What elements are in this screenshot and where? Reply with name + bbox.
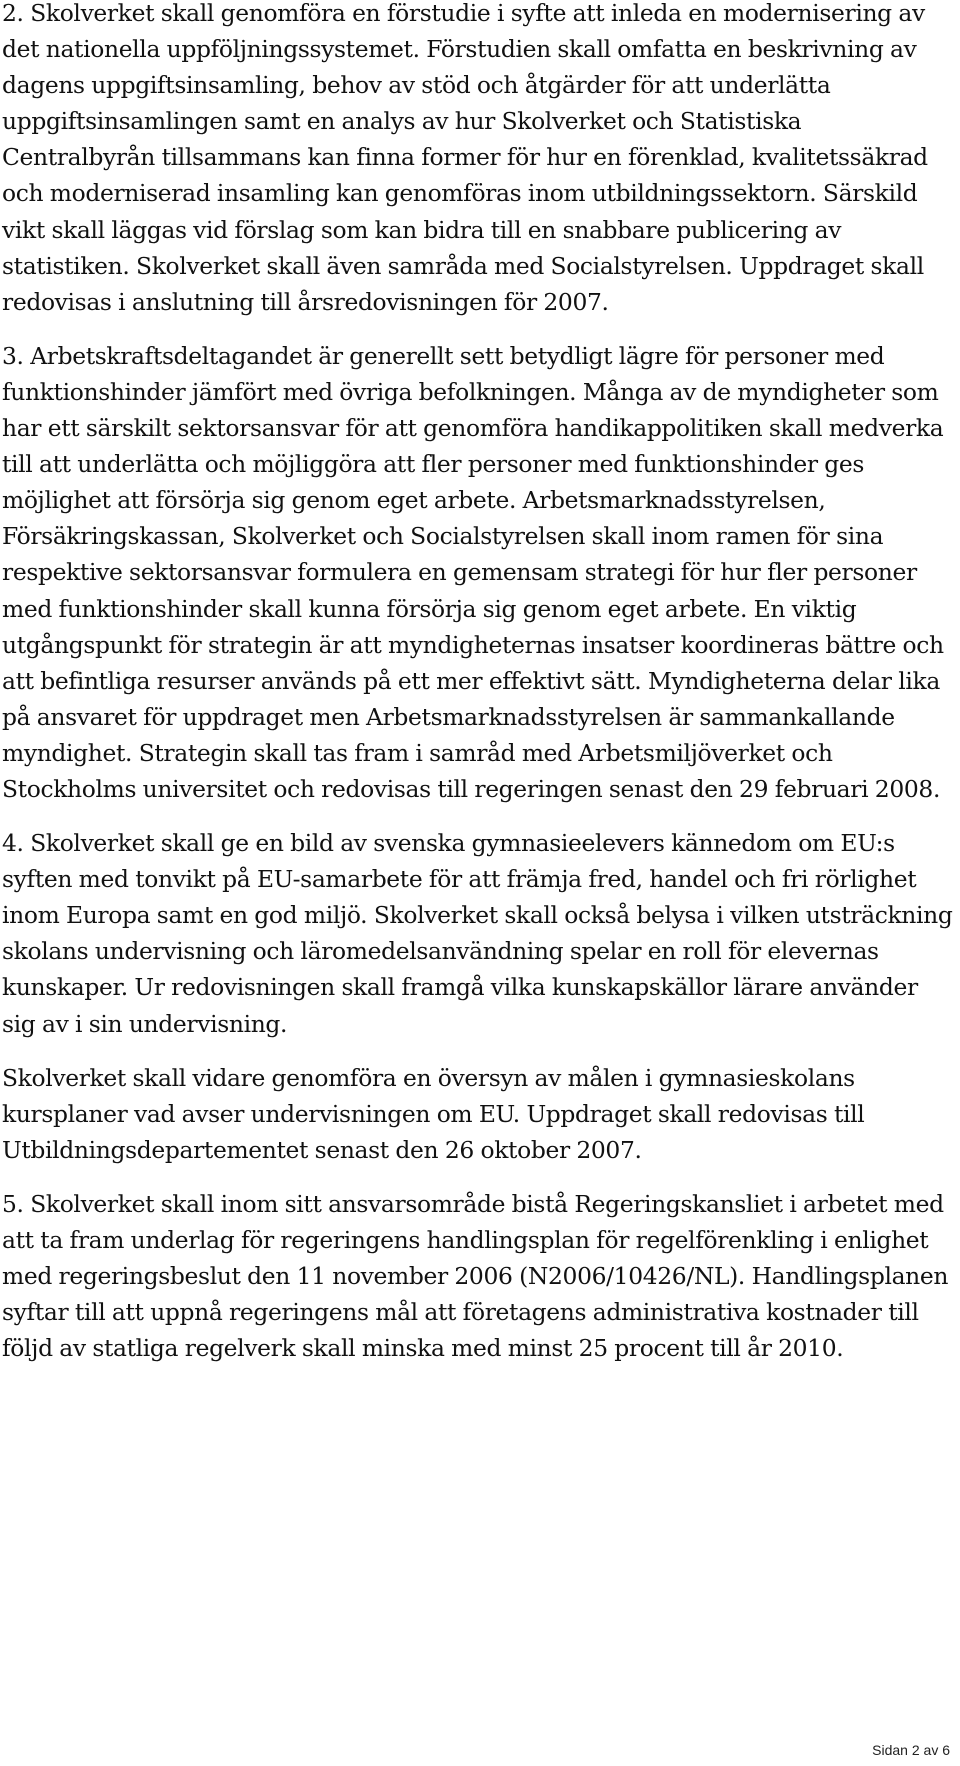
paragraph-item-2: 2. Skolverket skall genomföra en förstudie i syfte att inleda en modernisering av det nationella uppföljningssystemet. Förstudien skall omfatta en beskrivning av dagens uppgiftsinsamling, behov av stöd och åtgärder för att underlätta uppgiftsinsamlingen samt en analys av hur Skolverket och Statistiska Centralbyrån tillsammans kan finna former för hur en förenklad, kvalitetssäkrad och moderniserad insamling kan genomföras inom utbildningssektorn. Särskild vikt skall läggas vid förslag som kan bidra till en snabbare publicering av statistiken. Skolverket skall även samråda med Socialstyrelsen. Uppdraget skall redovisas i anslutning till årsredovisningen för 2007. <box>2 0 928 316</box>
paragraph-gap <box>2 1168 956 1186</box>
paragraph-item-4: 4. Skolverket skall ge en bild av svenska gymnasieelevers kännedom om EU:s syften med tonvikt på EU-samarbete för att främja fred, handel och fri rörlighet inom Europa samt en god miljö. Skolverket skall också belysa i vilken utsträckning skolans undervisning och läromedelsanvändning spelar en roll för elevernas kunskaper. Ur redovisningen skall framgå vilka kunskapskällor lärare använder sig av i sin undervisning. <box>2 829 953 1038</box>
paragraph-item-3: 3. Arbetskraftsdeltagandet är generellt sett betydligt lägre för personer med funktionshinder jämfört med övriga befolkningen. Många av de myndigheter som har ett särskilt sektorsansvar för att genomföra handikappolitiken skall medverka till att underlätta och möjliggöra att fler personer med funktionshinder ges möjlighet att försörja sig genom eget arbete. Arbetsmarknadsstyrelsen, Försäkringskassan, Skolverket och Socialstyrelsen skall inom ramen för sina respektive sektorsansvar formulera en gemensam strategi för hur fler personer med funktionshinder skall kunna försörja sig genom eget arbete. En viktig utgångspunkt för strategin är att myndigheternas insatser koordineras bättre och att befintliga resurser används på ett mer effektivt sätt. Myndigheterna delar lika på ansvaret för uppdraget men Arbetsmarknadsstyrelsen är sammankallande myndighet. Strategin skall tas fram i samråd med Arbetsmiljöverket och Stockholms universitet och redovisas till regeringen senast den 29 februari 2008. <box>2 341 944 803</box>
paragraph-item-5: 5. Skolverket skall inom sitt ansvarsområde bistå Regeringskansliet i arbetet med att ta fram underlag för regeringens handlingsplan för regelförenkling i enlighet med regeringsbeslut den 11 november 2006 (N2006/10426/NL). Handlingsplanen syftar till att uppnå regeringens mål att företagens administrativa kostnader till följd av statliga regelverk skall minska med minst 25 procent till år 2010. <box>2 1189 949 1363</box>
paragraph-gap <box>2 807 956 825</box>
paragraph-followup: Skolverket skall vidare genomföra en översyn av målen i gymnasieskolans kursplaner vad avser undervisningen om EU. Uppdraget skall redovisas till Utbildningsdepartementet senast den 26 oktober 2007. <box>2 1063 865 1164</box>
paragraph-gap <box>2 1042 956 1060</box>
page-number-footer: Sidan 2 av 6 <box>872 1742 950 1758</box>
paragraph-gap <box>2 320 956 338</box>
